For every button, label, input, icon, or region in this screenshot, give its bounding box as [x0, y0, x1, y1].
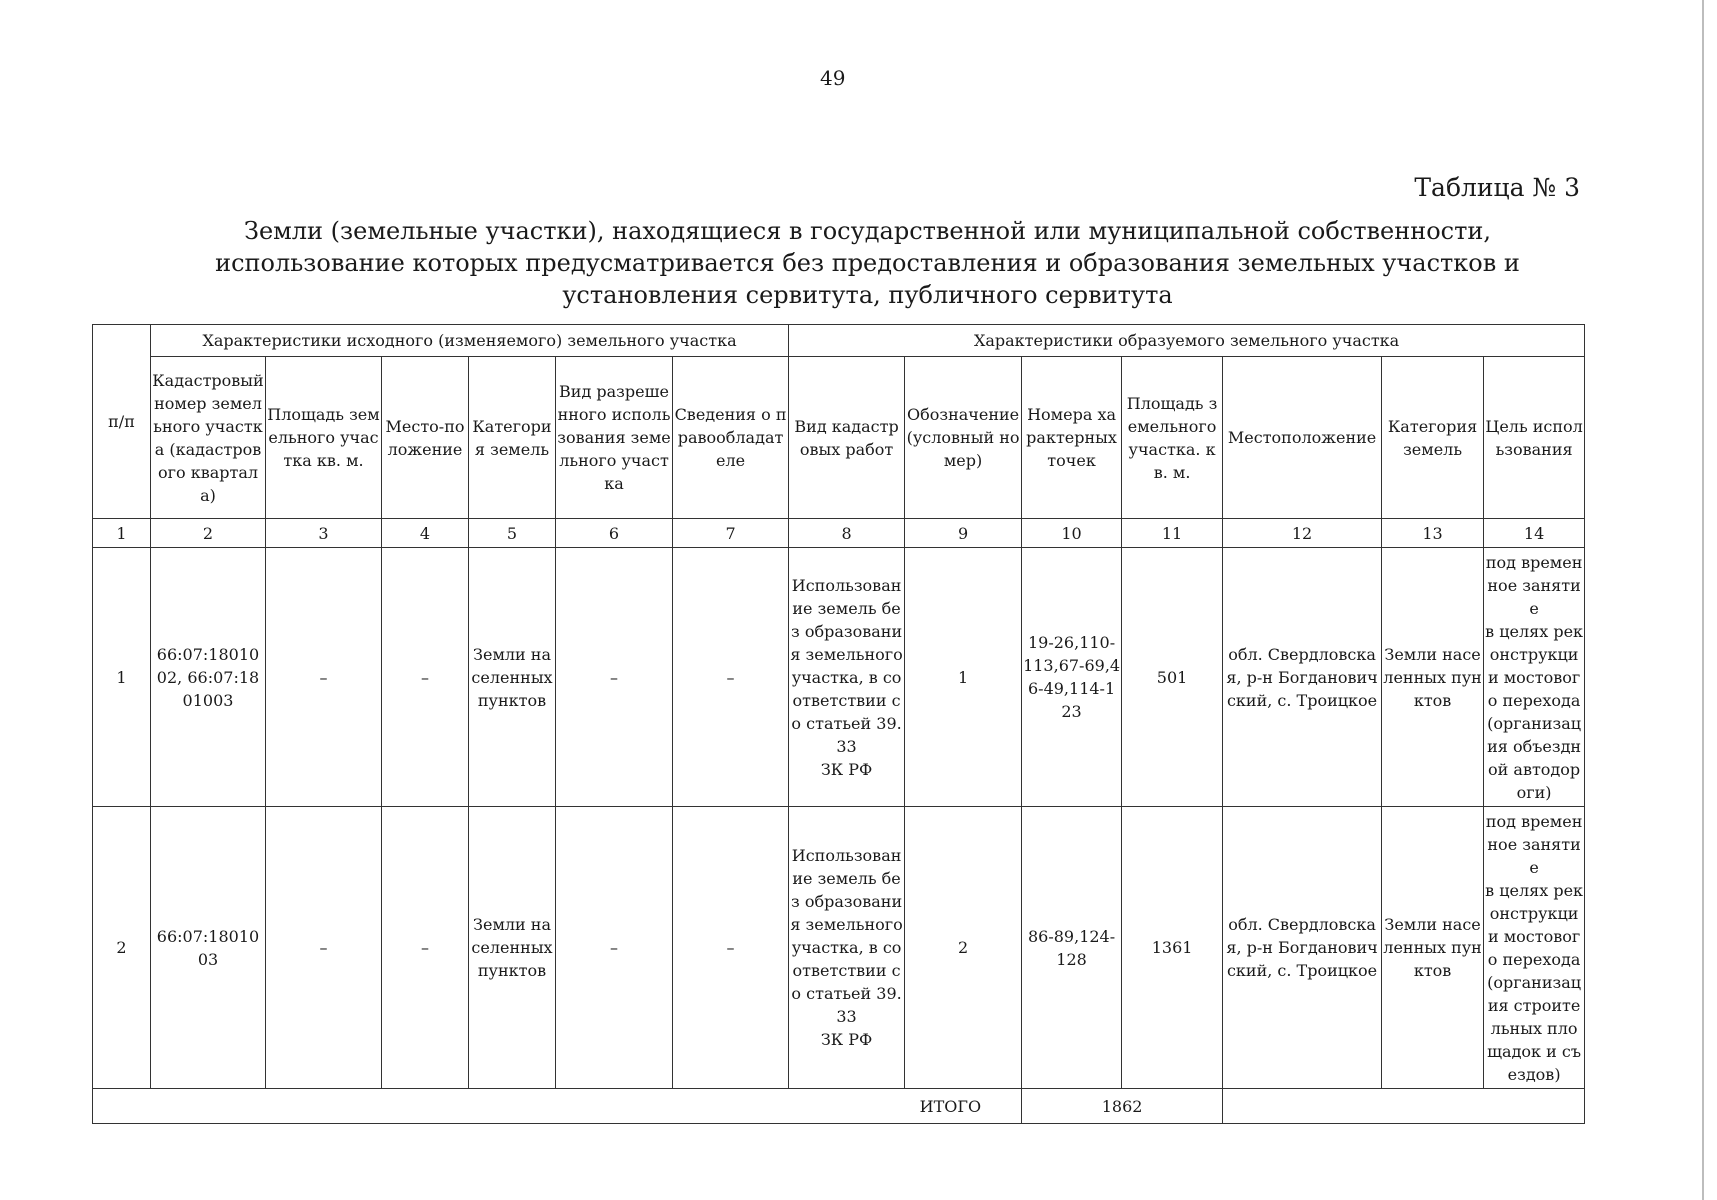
cell-designation: 1 [905, 548, 1022, 807]
cell-cadastral-number: 66:07:1801003 [151, 807, 266, 1089]
column-header: Категория земель [469, 357, 556, 519]
table-row [93, 807, 1585, 1089]
page-number: 49 [820, 66, 846, 90]
column-number: 13 [1382, 519, 1484, 548]
cell-source-location: – [382, 548, 469, 807]
cell-works-type: Использование земель без образования земельного участка, в соответствии со статьей 39.33 ЗК РФ [789, 548, 905, 807]
column-number: 9 [905, 519, 1022, 548]
column-number: 12 [1223, 519, 1382, 548]
cell-points: 86-89,124-128 [1022, 807, 1122, 1089]
cell-cadastral-number: 66:07:1801002, 66:07:1801003 [151, 548, 266, 807]
column-number: 8 [789, 519, 905, 548]
total-row [93, 1089, 1585, 1124]
column-number: 11 [1122, 519, 1223, 548]
cell-purpose: под временное занятие в целях реконструкции мостового перехода (организация строительных площадок и съездов) [1484, 807, 1585, 1089]
cell-works-type: Использование земель без образования земельного участка, в соответствии со статьей 39.33 ЗК РФ [789, 807, 905, 1089]
table-column-header-row [93, 357, 1585, 519]
column-number: 2 [151, 519, 266, 548]
cell-source-category: Земли населенных пунктов [469, 807, 556, 1089]
document-title: Земли (земельные участки), находящиеся в государственной или муниципальной собственности, использование которых предусматривается без предоставления и образования земельных участков и установления сервитута, публичного сервитута [215, 217, 1520, 309]
cell-owner-info: – [673, 807, 789, 1089]
scan-edge-divider [1702, 0, 1704, 1200]
cell-location: обл. Свердловская, р-н Богдановичский, с. Троицкое [1223, 807, 1382, 1089]
cell-category: Земли населенных пунктов [1382, 548, 1484, 807]
column-number: 1 [93, 519, 151, 548]
column-header: Место-положение [382, 357, 469, 519]
column-header: Кадастровый номер земельного участка (кадастрового квартала) [151, 357, 266, 519]
column-header: Сведения о правообладателе [673, 357, 789, 519]
column-number: 14 [1484, 519, 1585, 548]
column-number: 4 [382, 519, 469, 548]
total-value: 1862 [1022, 1089, 1223, 1124]
total-label: ИТОГО [93, 1089, 1022, 1124]
cell-location: обл. Свердловская, р-н Богдановичский, с. Троицкое [1223, 548, 1382, 807]
cell-permitted-use: – [556, 548, 673, 807]
column-header: Вид разрешенного использования земельного участка [556, 357, 673, 519]
cell-area: 1361 [1122, 807, 1223, 1089]
header-pp: п/п [93, 325, 151, 519]
column-number: 6 [556, 519, 673, 548]
cell-purpose: под временное занятие в целях реконструкции мостового перехода (организация объездной автодороги) [1484, 548, 1585, 807]
cell-category: Земли населенных пунктов [1382, 807, 1484, 1089]
group-header-formed: Характеристики образуемого земельного участка [789, 325, 1585, 357]
column-header: Площадь земельного участка. кв. м. [1122, 357, 1223, 519]
cell-source-location: – [382, 807, 469, 1089]
cell-designation: 2 [905, 807, 1022, 1089]
column-header: Обозначение (условный номер) [905, 357, 1022, 519]
column-number: 7 [673, 519, 789, 548]
group-header-source: Характеристики исходного (изменяемого) земельного участка [151, 325, 789, 357]
column-header: Цель использования [1484, 357, 1585, 519]
column-header: Номера характерных точек [1022, 357, 1122, 519]
cell-area: 501 [1122, 548, 1223, 807]
cell-pp: 1 [93, 548, 151, 807]
column-header: Площадь земельного участка кв. м. [266, 357, 382, 519]
column-number: 3 [266, 519, 382, 548]
cell-points: 19-26,110-113,67-69,46-49,114-123 [1022, 548, 1122, 807]
land-plots-table [92, 324, 1585, 1124]
column-number-row [93, 519, 1585, 548]
cell-owner-info: – [673, 548, 789, 807]
column-header: Категория земель [1382, 357, 1484, 519]
table-group-header-row [93, 325, 1585, 357]
column-header: Вид кадастровых работ [789, 357, 905, 519]
column-number: 5 [469, 519, 556, 548]
column-number: 10 [1022, 519, 1122, 548]
cell-source-category: Земли населенных пунктов [469, 548, 556, 807]
cell-permitted-use: – [556, 807, 673, 1089]
total-empty-cell [1223, 1089, 1585, 1124]
cell-source-area: – [266, 548, 382, 807]
cell-pp: 2 [93, 807, 151, 1089]
table-caption: Таблица № 3 [1414, 173, 1580, 202]
table-row [93, 548, 1585, 807]
cell-source-area: – [266, 807, 382, 1089]
column-header: Местоположение [1223, 357, 1382, 519]
